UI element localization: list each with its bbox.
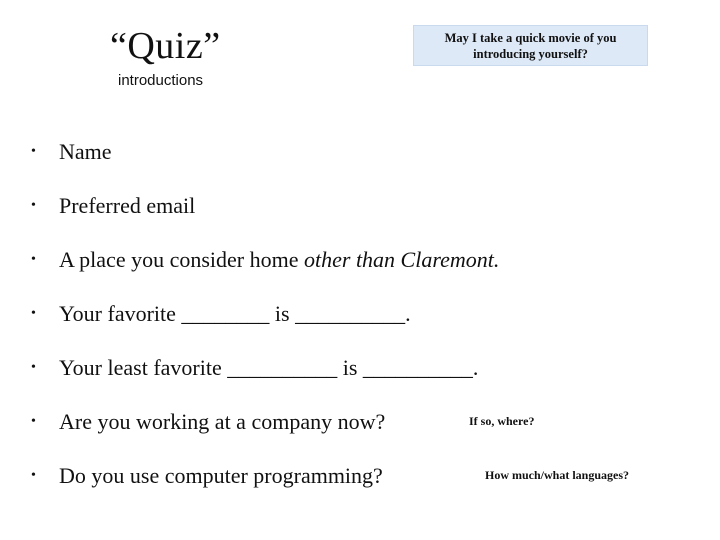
callout-line-2: introducing yourself? bbox=[473, 47, 588, 61]
bullet-text: Your least favorite __________ is __________. bbox=[59, 355, 479, 380]
bullet-name bbox=[31, 136, 112, 168]
bullet-text: Your favorite ________ is __________. bbox=[59, 301, 411, 326]
bullet-icon: • bbox=[31, 414, 36, 429]
bullet-emphasis: other than Claremont. bbox=[304, 247, 500, 272]
bullet-text: Do you use computer programming? bbox=[59, 463, 383, 488]
programming-side-note: How much/what languages? bbox=[485, 468, 630, 482]
slide-subtitle: introductions bbox=[118, 72, 204, 89]
bullet-favorite bbox=[31, 298, 411, 330]
bullet-home bbox=[31, 244, 499, 276]
bullet-text: Preferred email bbox=[59, 193, 196, 218]
bullet-text: Are you working at a company now? bbox=[59, 409, 386, 434]
bullet-icon: • bbox=[31, 306, 36, 321]
bullet-icon: • bbox=[31, 468, 36, 483]
bullet-text: A place you consider home bbox=[59, 247, 304, 272]
slide-title: “Quiz” bbox=[110, 25, 221, 67]
bullet-programming bbox=[31, 460, 383, 492]
bullet-least-favorite bbox=[31, 352, 478, 384]
bullet-company bbox=[31, 406, 385, 438]
bullet-icon: • bbox=[31, 360, 36, 375]
bullet-text: Name bbox=[59, 139, 112, 164]
bullet-icon: • bbox=[31, 198, 36, 213]
company-side-note: If so, where? bbox=[469, 414, 535, 428]
bullet-icon: • bbox=[31, 252, 36, 267]
callout-line-1: May I take a quick movie of you bbox=[444, 31, 617, 45]
bullet-icon: • bbox=[31, 144, 36, 159]
bullet-preferred-email bbox=[31, 190, 195, 222]
